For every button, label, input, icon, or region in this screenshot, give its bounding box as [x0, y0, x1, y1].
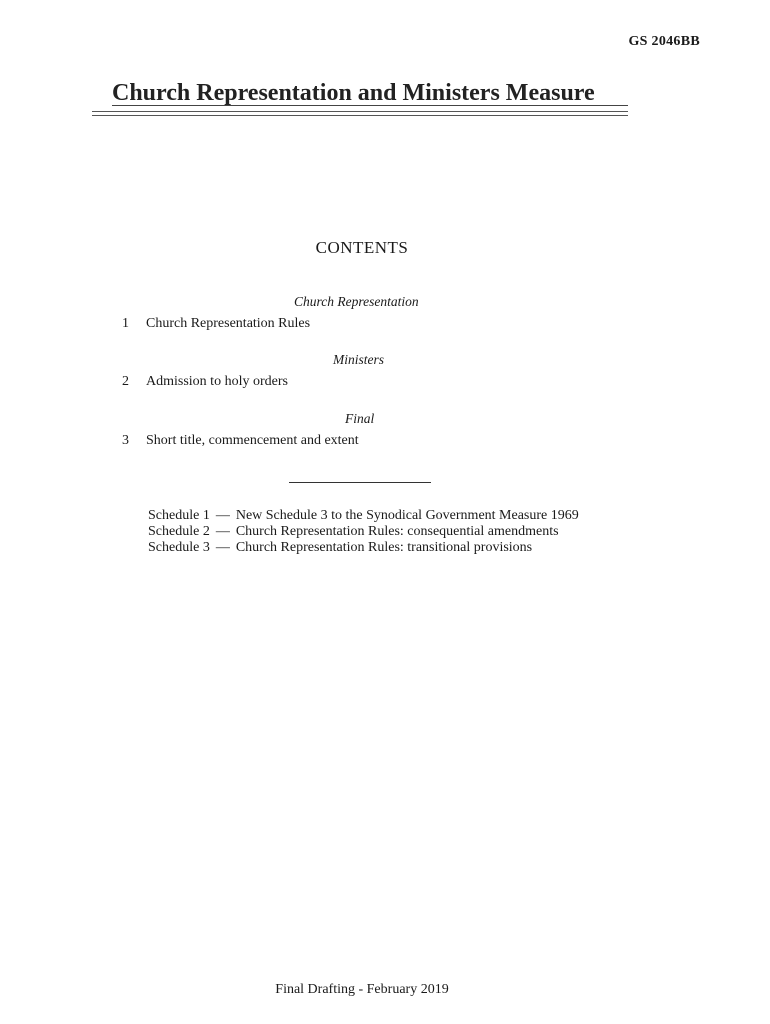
schedule-item	[148, 540, 579, 556]
title-underline	[112, 105, 628, 106]
entry-text: Short title, commencement and extent	[146, 433, 359, 448]
contents-entry-2	[122, 374, 288, 390]
document-title: Church Representation and Ministers Measure	[112, 80, 595, 106]
schedule-label: Schedule 2	[148, 524, 210, 539]
page-footer: Final Drafting - February 2019	[275, 982, 449, 997]
contents-heading: CONTENTS	[315, 238, 409, 257]
schedule-dash: —	[215, 508, 230, 523]
schedule-text: Church Representation Rules: transitional provisions	[235, 540, 533, 555]
section-heading-ministers: Ministers	[333, 352, 385, 367]
section-heading-church-representation: Church Representation	[294, 294, 419, 309]
schedule-text: New Schedule 3 to the Synodical Government Measure 1969	[235, 508, 579, 523]
section-heading-final: Final	[345, 411, 375, 426]
schedule-item	[148, 524, 579, 540]
schedule-item	[148, 508, 579, 524]
entry-text: Admission to holy orders	[146, 374, 288, 389]
contents-entry-1	[122, 316, 310, 332]
entry-number: 3	[122, 433, 129, 448]
schedule-dash: —	[215, 540, 230, 555]
entry-number: 1	[122, 316, 129, 331]
schedule-dash: —	[215, 524, 230, 539]
schedule-list	[148, 508, 579, 556]
contents-entry-3	[122, 433, 359, 449]
schedule-label: Schedule 3	[148, 540, 210, 555]
entry-text: Church Representation Rules	[146, 316, 311, 331]
title-double-rule	[92, 111, 628, 116]
schedule-text: Church Representation Rules: consequential amendments	[235, 524, 559, 539]
entry-number: 2	[122, 374, 129, 389]
document-reference: GS 2046BB	[628, 34, 700, 49]
schedule-label: Schedule 1	[148, 508, 210, 523]
contents-divider	[289, 482, 431, 483]
